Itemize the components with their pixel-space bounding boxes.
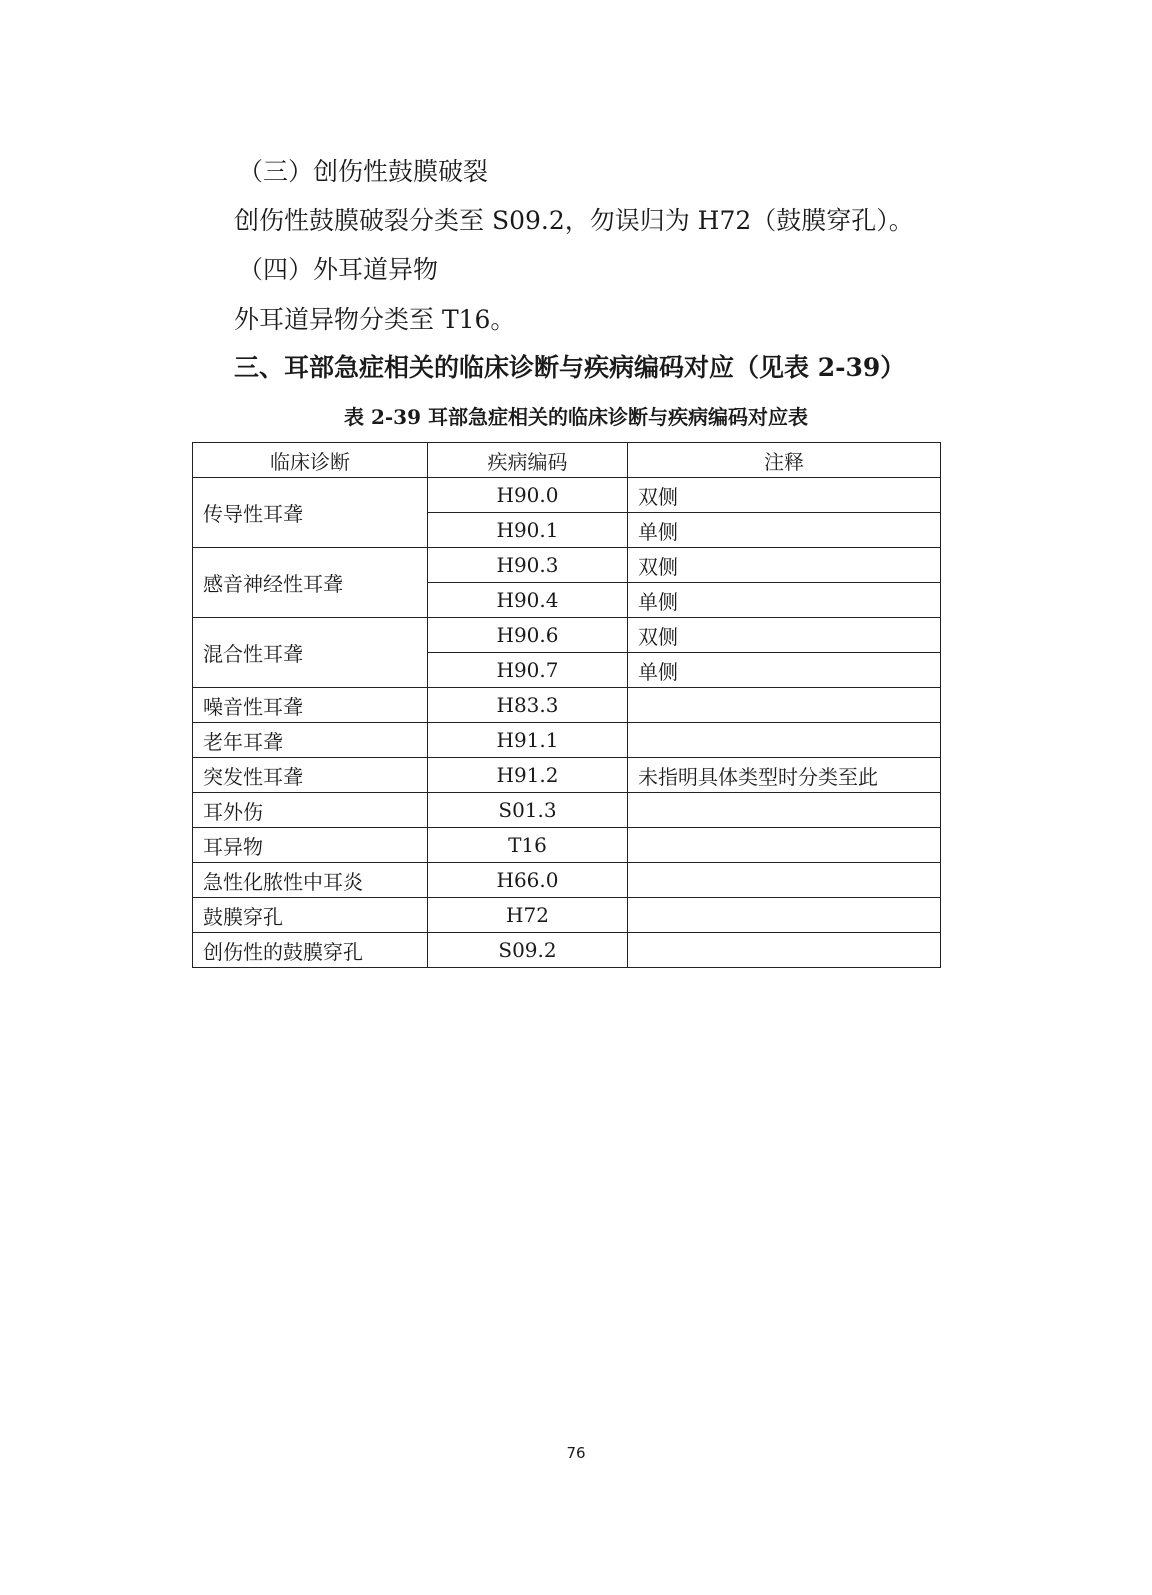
code-cell: H72 [428, 898, 628, 933]
diagnosis-cell: 耳外伤 [193, 793, 428, 828]
table-row [193, 758, 941, 793]
code-cell: H83.3 [428, 688, 628, 723]
note-cell: 单侧 [628, 513, 941, 548]
code-cell: H91.1 [428, 723, 628, 758]
code-cell: H90.0 [428, 478, 628, 513]
note-cell [628, 898, 941, 933]
note-cell: 未指明具体类型时分类至此 [628, 758, 941, 793]
note-cell: 单侧 [628, 653, 941, 688]
note-cell [628, 723, 941, 758]
code-cell: T16 [428, 828, 628, 863]
subsection-heading-4: （四）外耳道异物 [238, 255, 439, 284]
diagnosis-cell: 噪音性耳聋 [193, 688, 428, 723]
header-note: 注释 [628, 443, 941, 478]
table-row [193, 933, 941, 968]
diagnosis-cell: 传导性耳聋 [193, 478, 428, 548]
table-row [193, 828, 941, 863]
diagnosis-code-table [192, 442, 941, 968]
code-cell: H90.1 [428, 513, 628, 548]
code-cell: S09.2 [428, 933, 628, 968]
table-row [193, 688, 941, 723]
code-cell: H90.3 [428, 548, 628, 583]
code-cell: H90.7 [428, 653, 628, 688]
table-caption: 表 2-39 耳部急症相关的临床诊断与疾病编码对应表 [344, 405, 808, 429]
note-cell [628, 793, 941, 828]
header-code: 疾病编码 [428, 443, 628, 478]
table-row [193, 723, 941, 758]
section-heading: 三、耳部急症相关的临床诊断与疾病编码对应（见表 2-39） [234, 353, 906, 382]
note-cell [628, 688, 941, 723]
diagnosis-cell: 鼓膜穿孔 [193, 898, 428, 933]
diagnosis-cell: 急性化脓性中耳炎 [193, 863, 428, 898]
note-cell: 双侧 [628, 478, 941, 513]
subsection-heading-3: （三）创伤性鼓膜破裂 [238, 157, 489, 186]
paragraph-foreign-body: 外耳道异物分类至 T16。 [234, 305, 516, 334]
table-row [193, 618, 941, 653]
paragraph-tympanic-rupture: 创伤性鼓膜破裂分类至 S09.2，勿误归为 H72（鼓膜穿孔）。 [234, 206, 914, 235]
diagnosis-cell: 突发性耳聋 [193, 758, 428, 793]
diagnosis-cell: 耳异物 [193, 828, 428, 863]
note-cell [628, 863, 941, 898]
table-row [193, 863, 941, 898]
note-cell: 单侧 [628, 583, 941, 618]
table-row [193, 898, 941, 933]
diagnosis-cell: 混合性耳聋 [193, 618, 428, 688]
table-row [193, 478, 941, 513]
note-cell: 双侧 [628, 618, 941, 653]
page-number: 76 [566, 1444, 586, 1462]
code-cell: S01.3 [428, 793, 628, 828]
note-cell: 双侧 [628, 548, 941, 583]
code-cell: H66.0 [428, 863, 628, 898]
table-row [193, 548, 941, 583]
diagnosis-cell: 创伤性的鼓膜穿孔 [193, 933, 428, 968]
code-cell: H90.6 [428, 618, 628, 653]
diagnosis-cell: 老年耳聋 [193, 723, 428, 758]
note-cell [628, 828, 941, 863]
note-cell [628, 933, 941, 968]
diagnosis-cell: 感音神经性耳聋 [193, 548, 428, 618]
table-header-row [193, 443, 941, 478]
code-cell: H91.2 [428, 758, 628, 793]
header-diagnosis: 临床诊断 [193, 443, 428, 478]
code-cell: H90.4 [428, 583, 628, 618]
table-row [193, 793, 941, 828]
